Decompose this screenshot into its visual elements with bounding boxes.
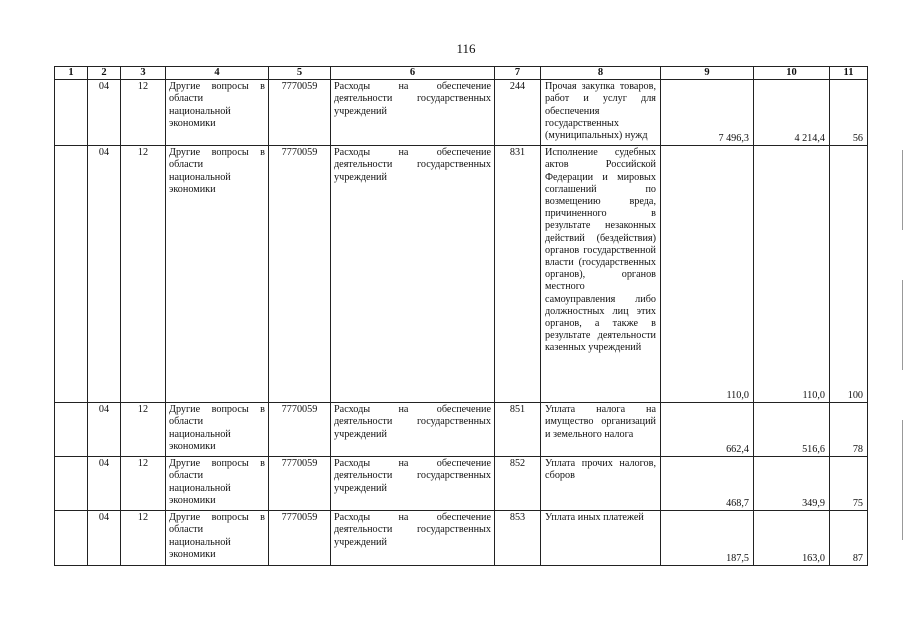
cell-target-name: Расходы на обеспечение деятельности государственных учреждений <box>331 146 495 403</box>
cell-col1 <box>55 511 88 566</box>
header-cell: 5 <box>269 67 331 80</box>
header-cell: 7 <box>495 67 541 80</box>
scan-edge-mark <box>902 280 903 370</box>
budget-table <box>54 66 868 566</box>
cell-subsection-name: Другие вопросы в области национальной экономики <box>166 457 269 511</box>
cell-target-code: 7770059 <box>269 457 331 511</box>
table-row <box>55 146 868 403</box>
cell-subsection: 12 <box>121 146 166 403</box>
cell-subsection: 12 <box>121 403 166 457</box>
cell-expense-name: Исполнение судебных актов Российской Федерации и мировых соглашений по возмещению вреда, причиненного в результате незаконных действий (бездействия) органов государственной власти (государственных органов), органов местного самоуправления либо должностных лиц этих органов, а также в результате деятельности казенных учреждений <box>541 146 661 403</box>
cell-actual: 4 214,4 <box>754 80 830 146</box>
cell-plan: 662,4 <box>661 403 754 457</box>
cell-subsection-name: Другие вопросы в области национальной экономики <box>166 80 269 146</box>
cell-section: 04 <box>88 457 121 511</box>
cell-col1 <box>55 80 88 146</box>
cell-target-name: Расходы на обеспечение деятельности государственных учреждений <box>331 457 495 511</box>
header-cell: 4 <box>166 67 269 80</box>
cell-percent: 78 <box>830 403 868 457</box>
cell-target-code: 7770059 <box>269 511 331 566</box>
header-cell: 3 <box>121 67 166 80</box>
table-row <box>55 403 868 457</box>
cell-actual: 516,6 <box>754 403 830 457</box>
cell-actual: 349,9 <box>754 457 830 511</box>
table-row <box>55 511 868 566</box>
cell-col1 <box>55 146 88 403</box>
cell-target-code: 7770059 <box>269 403 331 457</box>
page-number: 116 <box>456 41 476 56</box>
cell-percent: 75 <box>830 457 868 511</box>
cell-subsection: 12 <box>121 457 166 511</box>
cell-subsection-name: Другие вопросы в области национальной экономики <box>166 146 269 403</box>
table-row <box>55 457 868 511</box>
scan-edge-mark <box>902 150 903 230</box>
cell-plan: 7 496,3 <box>661 80 754 146</box>
cell-target-name: Расходы на обеспечение деятельности государственных учреждений <box>331 80 495 146</box>
budget-table-container <box>54 66 868 566</box>
cell-section: 04 <box>88 511 121 566</box>
cell-section: 04 <box>88 403 121 457</box>
cell-col1 <box>55 403 88 457</box>
cell-expense-code: 852 <box>495 457 541 511</box>
cell-expense-name: Уплата налога на имущество организаций и земельного налога <box>541 403 661 457</box>
cell-percent: 87 <box>830 511 868 566</box>
cell-target-name: Расходы на обеспечение деятельности государственных учреждений <box>331 403 495 457</box>
cell-target-code: 7770059 <box>269 80 331 146</box>
scan-edge-mark <box>902 420 903 540</box>
cell-section: 04 <box>88 146 121 403</box>
table-row <box>55 80 868 146</box>
cell-percent: 100 <box>830 146 868 403</box>
cell-section: 04 <box>88 80 121 146</box>
header-cell: 11 <box>830 67 868 80</box>
cell-col1 <box>55 457 88 511</box>
header-cell: 10 <box>754 67 830 80</box>
cell-actual: 163,0 <box>754 511 830 566</box>
header-row <box>55 67 868 80</box>
cell-expense-code: 244 <box>495 80 541 146</box>
cell-subsection: 12 <box>121 80 166 146</box>
cell-plan: 187,5 <box>661 511 754 566</box>
header-cell: 1 <box>55 67 88 80</box>
cell-expense-code: 853 <box>495 511 541 566</box>
cell-expense-name: Уплата иных платежей <box>541 511 661 566</box>
header-cell: 2 <box>88 67 121 80</box>
cell-subsection: 12 <box>121 511 166 566</box>
cell-target-code: 7770059 <box>269 146 331 403</box>
cell-expense-name: Прочая закупка товаров, работ и услуг для обеспечения государственных (муниципальных) нужд <box>541 80 661 146</box>
header-cell: 8 <box>541 67 661 80</box>
cell-plan: 468,7 <box>661 457 754 511</box>
cell-expense-code: 851 <box>495 403 541 457</box>
cell-target-name: Расходы на обеспечение деятельности государственных учреждений <box>331 511 495 566</box>
header-cell: 9 <box>661 67 754 80</box>
cell-expense-name: Уплата прочих налогов, сборов <box>541 457 661 511</box>
cell-plan: 110,0 <box>661 146 754 403</box>
cell-subsection-name: Другие вопросы в области национальной экономики <box>166 511 269 566</box>
cell-expense-code: 831 <box>495 146 541 403</box>
cell-subsection-name: Другие вопросы в области национальной экономики <box>166 403 269 457</box>
cell-percent: 56 <box>830 80 868 146</box>
cell-actual: 110,0 <box>754 146 830 403</box>
header-cell: 6 <box>331 67 495 80</box>
